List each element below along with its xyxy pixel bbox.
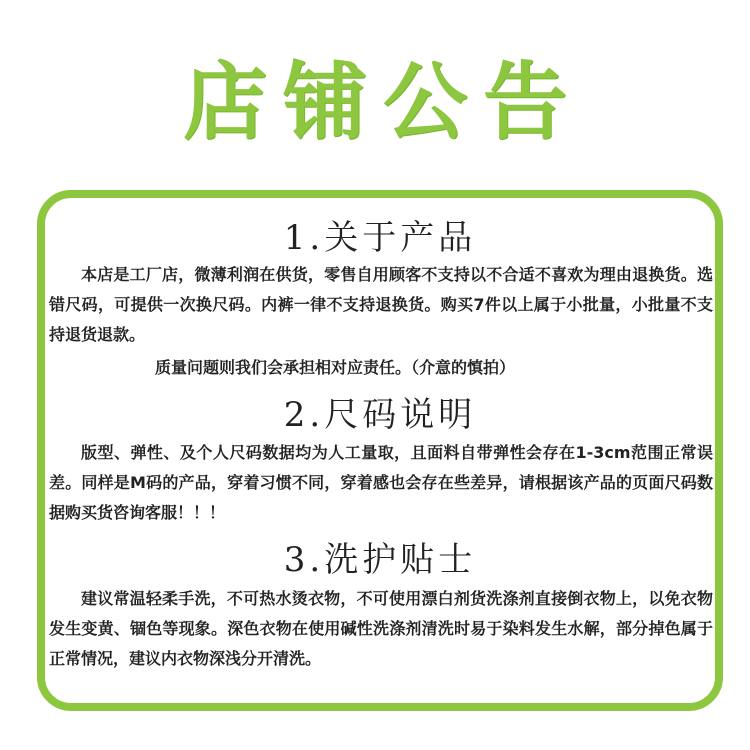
section-heading-care: 3.洗护贴士 — [283, 540, 477, 580]
page-title: 店铺公告 — [182, 52, 583, 151]
notice-box — [37, 190, 723, 711]
section-heading-products: 1.关于产品 — [283, 218, 477, 258]
section-heading-size: 2.尺码说明 — [283, 395, 477, 435]
section-note-quality: 质量问题则我们会承担相对应责任。（介意的慎拍） — [155, 358, 516, 377]
section-paragraph-products: 本店是工厂店，微薄利润在供货，零售自用顾客不支持以不合适不喜欢为理由退换货。选错尺码，可提供一次换尺码。内裤一律不支持退换货。购买7件以上属于小批量，小批量不支持退货退款。 — [49, 265, 713, 344]
section-paragraph-care: 建议常温轻柔手洗，不可热水烫衣物，不可使用漂白剂货洗涤剂直接倒衣物上，以免衣物发生变黄、锢色等现象。深色衣物在使用碱性洗涤剂清洗时易于染料发生水解，部分掉色属于正常情况，建议内衣物深浅分开清洗。 — [49, 589, 713, 668]
section-paragraph-size: 版型、弹性、及个人尺码数据均为人工量取，且面料自带弹性会存在1-3cm范围正常误差。同样是M码的产品，穿着习惯不同，穿着感也会存在些差异，请根据该产品的页面尺码数据购买货咨询客服！！！ — [49, 443, 713, 522]
